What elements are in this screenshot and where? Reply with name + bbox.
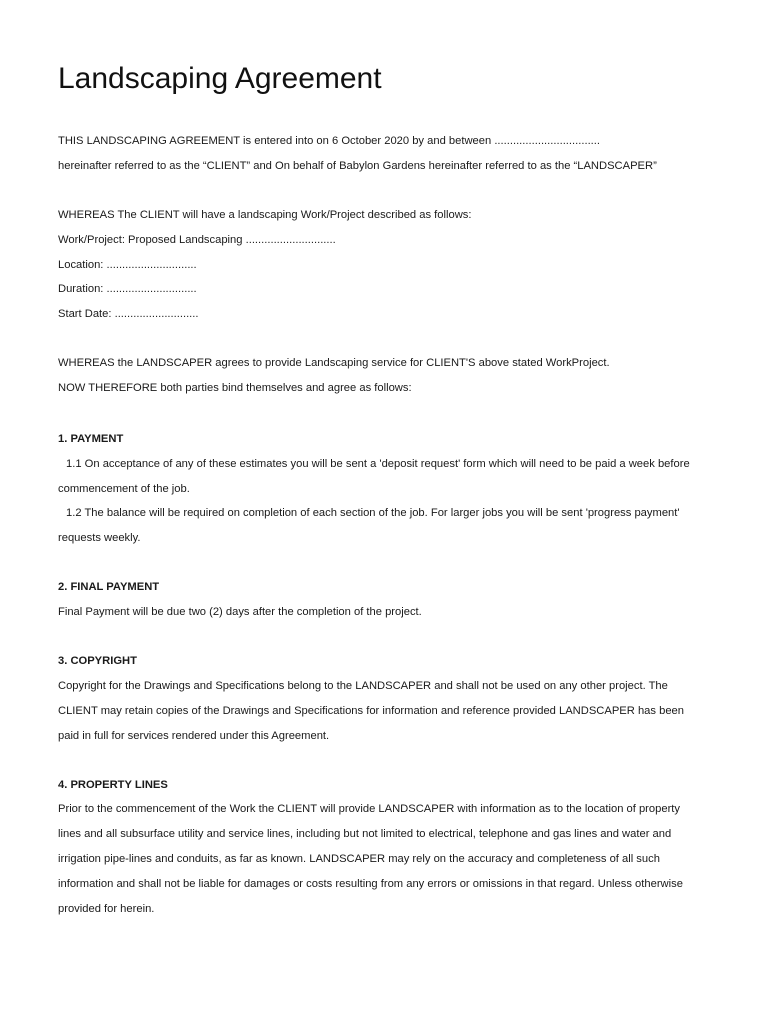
copyright-line-3: paid in full for services rendered under this Agreement. <box>58 730 330 742</box>
intro-line-1: THIS LANDSCAPING AGREEMENT is entered into on 6 October 2020 by and between .................................. <box>58 135 600 147</box>
intro-line-2: hereinafter referred to as the “CLIENT” and On behalf of Babylon Gardens hereinafter referred to as the “LANDSCAPER” <box>58 160 657 172</box>
duration-field: Duration: ............................. <box>58 283 197 295</box>
whereas-landscaper: WHEREAS the LANDSCAPER agrees to provide Landscaping service for CLIENT'S above stated WorkProject. <box>58 357 610 369</box>
property-lines-line-3: irrigation pipe-lines and conduits, as far as known. LANDSCAPER may rely on the accuracy and completeness of all such <box>58 853 660 865</box>
whereas-project-intro: WHEREAS The CLIENT will have a landscaping Work/Project described as follows: <box>58 209 472 221</box>
location-field: Location: ............................. <box>58 259 197 271</box>
property-lines-line-5: provided for herein. <box>58 903 155 915</box>
document-title: Landscaping Agreement <box>58 62 382 95</box>
final-payment-heading: 2. FINAL PAYMENT <box>58 581 160 593</box>
property-lines-line-2: lines and all subsurface utility and service lines, including but not limited to electrical, telephone and gas lines and water and <box>58 828 672 840</box>
payment-clause-1-2-line-1: 1.2 The balance will be required on completion of each section of the job. For larger jobs you will be sent 'progress payment' <box>66 507 680 519</box>
copyright-line-1: Copyright for the Drawings and Specifications belong to the LANDSCAPER and shall not be used on any other project. The <box>58 680 668 692</box>
property-lines-line-1: Prior to the commencement of the Work the CLIENT will provide LANDSCAPER with information as to the location of property <box>58 803 681 815</box>
final-payment-text: Final Payment will be due two (2) days after the completion of the project. <box>58 606 422 618</box>
copyright-line-2: CLIENT may retain copies of the Drawings and Specifications for information and reference provided LANDSCAPER has been <box>58 705 684 717</box>
now-therefore: NOW THEREFORE both parties bind themselves and agree as follows: <box>58 382 412 394</box>
work-project-field: Work/Project: Proposed Landscaping ............................. <box>58 234 336 246</box>
start-date-field: Start Date: ........................... <box>58 308 199 320</box>
payment-clause-1-1-line-2: commencement of the job. <box>58 483 190 495</box>
property-lines-heading: 4. PROPERTY LINES <box>58 779 168 791</box>
payment-clause-1-2-line-2: requests weekly. <box>58 532 141 544</box>
payment-heading: 1. PAYMENT <box>58 433 124 445</box>
payment-clause-1-1-line-1: 1.1 On acceptance of any of these estimates you will be sent a 'deposit request' form which will need to be paid a week before <box>66 458 690 470</box>
copyright-heading: 3. COPYRIGHT <box>58 655 137 667</box>
property-lines-line-4: information and shall not be liable for damages or costs resulting from any errors or omissions in that regard. Unless otherwise <box>58 878 683 890</box>
